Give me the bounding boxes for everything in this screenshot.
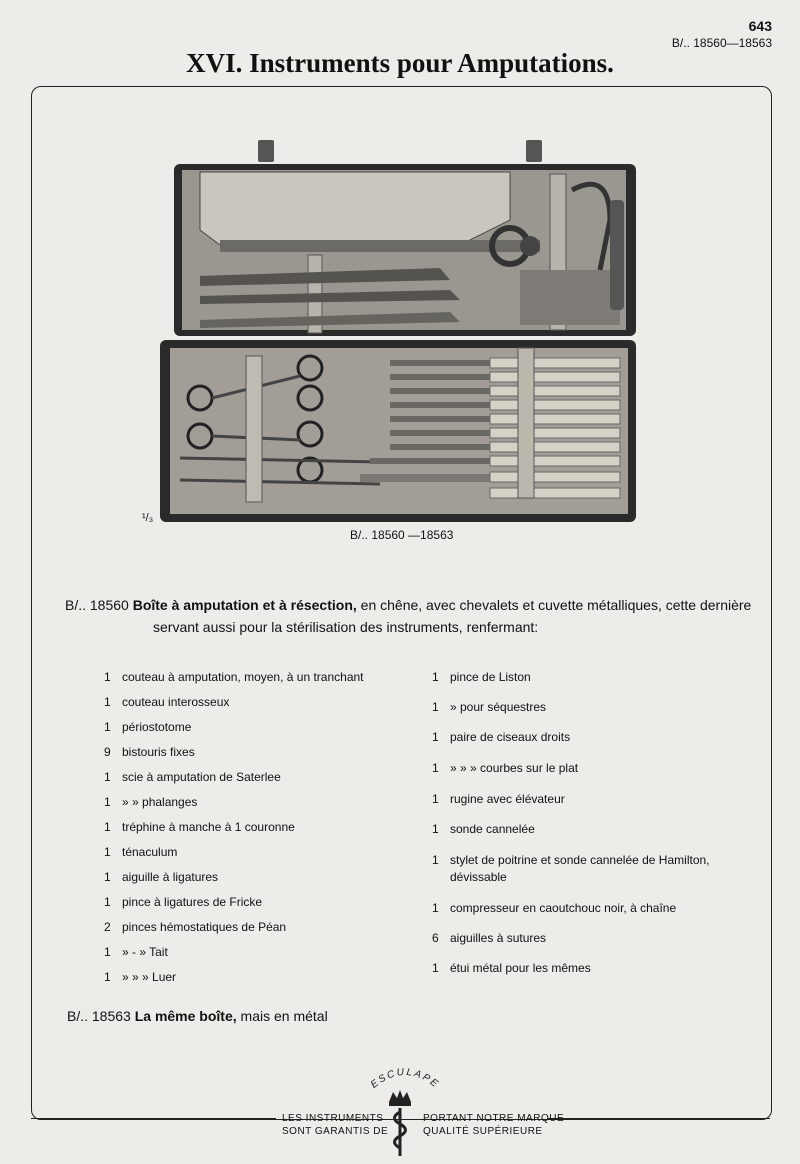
entry-ref: B/.. 18563 (67, 1008, 131, 1024)
instrument-case-illustration (160, 140, 640, 524)
esculape-logo-icon (383, 1088, 417, 1158)
figure-caption: B/.. 18560 —18563 (350, 528, 454, 542)
list-item: 1 » » phalanges (104, 795, 198, 809)
page-title: XVI. Instruments pour Amputations. (186, 48, 614, 78)
page-number: 643 (748, 18, 772, 34)
esculape-logo-text (360, 1062, 450, 1096)
entry-18563 (67, 1008, 328, 1024)
entry-desc-line1: en chêne, avec chevalets et cuvette métalliques, cette dernière (360, 597, 752, 613)
list-item: 1 étui métal pour les mêmes (432, 961, 591, 975)
list-item: 1 scie à amputation de Saterlee (104, 770, 281, 784)
list-item: 1 stylet de poitrine et sonde cannelée de Hamilton, (432, 853, 710, 867)
svg-text:ESCULAPE: ESCULAPE (368, 1066, 442, 1091)
list-item: 1 périostotome (104, 720, 192, 734)
footer-right-text: PORTANT NOTRE MARQUE QUALITÉ SUPÉRIEURE (423, 1113, 565, 1137)
list-item: 1 tréphine à manche à 1 couronne (104, 820, 295, 834)
list-item: 2 pinces hémostatiques de Péan (104, 920, 287, 934)
list-item: 1 couteau à amputation, moyen, à un tranchant (104, 670, 364, 684)
footer-left-text: LES INSTRUMENTS SONT GARANTIS DE (282, 1113, 389, 1137)
list-item: 1 compresseur en caoutchouc noir, à chaîne (432, 901, 677, 915)
list-item: 1 sonde cannelée (432, 822, 535, 836)
entry-desc-line2: servant aussi pour la stérilisation des instruments, renfermant: (153, 619, 539, 635)
list-item: 1 aiguille à ligatures (104, 870, 219, 884)
list-item: 1 » pour séquestres (432, 700, 547, 714)
list-item: 9 bistouris fixes (104, 745, 195, 759)
list-item: 1 » - » Tait (104, 945, 168, 959)
list-item: 1 » » » courbes sur le plat (432, 761, 579, 775)
list-item: 6 aiguilles à sutures (432, 931, 547, 945)
list-item: 1 pince à ligatures de Fricke (104, 895, 263, 909)
entry-ref: B/.. 18560 (65, 597, 129, 613)
list-item: 1 » » » Luer (104, 970, 177, 984)
footer-rule-left (31, 1118, 276, 1119)
list-item: dévissable (450, 870, 507, 884)
page-reference: B/.. 18560—18563 (671, 36, 772, 50)
figure-scale: ¹/₃ (142, 512, 154, 524)
list-item: 1 paire de ciseaux droits (432, 730, 571, 744)
entry-name: Boîte à amputation et à résection, (132, 597, 357, 613)
entry-18560-description (65, 594, 765, 638)
list-item: 1 couteau interosseux (104, 695, 230, 709)
entry-name: La même boîte, (134, 1008, 237, 1024)
list-item: 1 pince de Liston (432, 670, 531, 684)
footer-rule-right (548, 1118, 770, 1119)
entry-desc: mais en métal (240, 1008, 328, 1024)
list-item: 1 ténaculum (104, 845, 178, 859)
list-item: 1 rugine avec élévateur (432, 792, 565, 806)
